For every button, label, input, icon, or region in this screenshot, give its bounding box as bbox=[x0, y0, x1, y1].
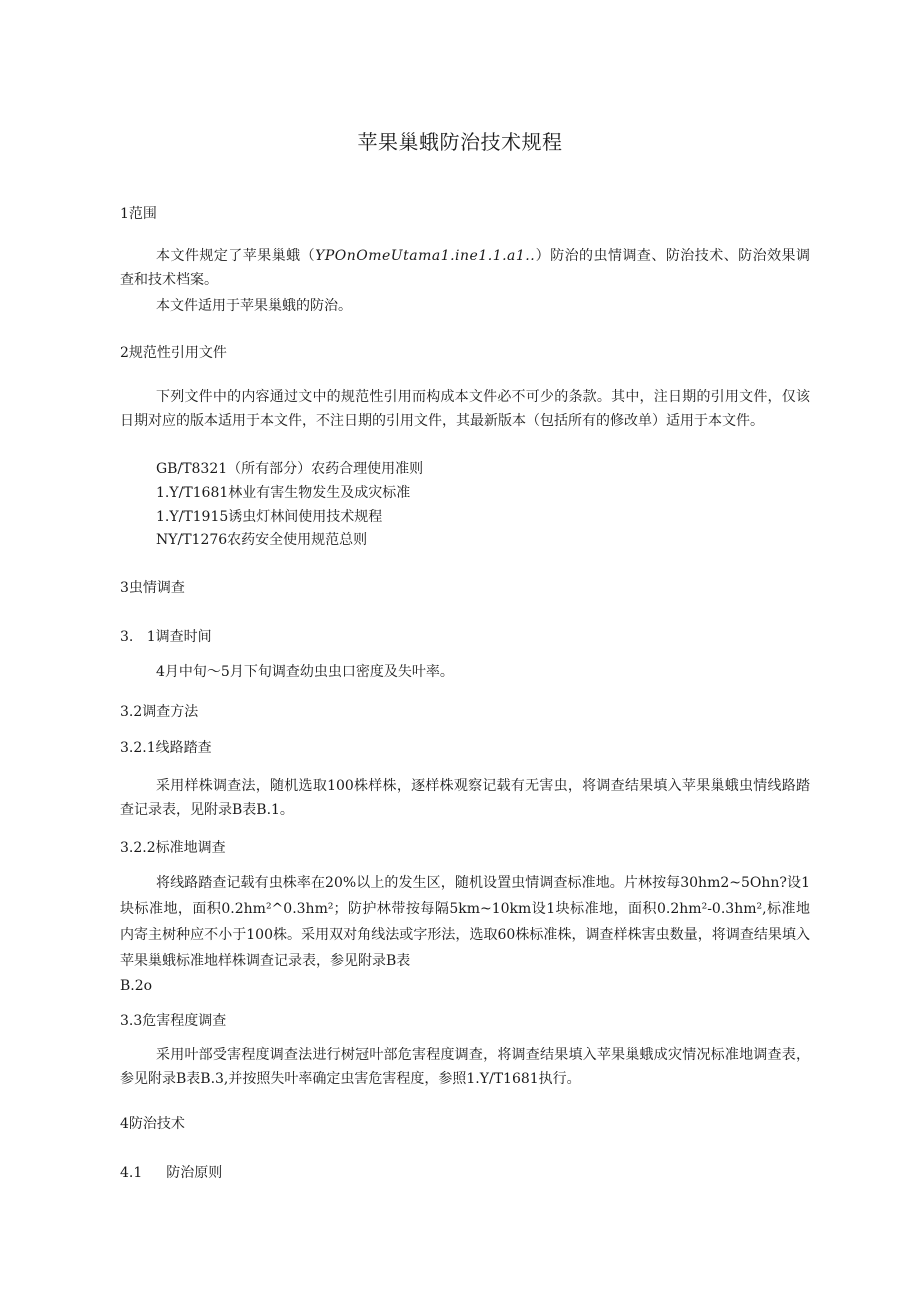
section-3-2-2-heading: 3.2.2标准地调查 bbox=[120, 840, 226, 856]
section-1-paragraph-1 bbox=[120, 244, 810, 292]
reference-item: NY/T1276农药安全使用规范总则 bbox=[156, 532, 368, 548]
section-3-1-paragraph: 4月中旬～5月下旬调查幼虫虫口密度及失叶率。 bbox=[156, 664, 454, 680]
section-1-heading: 1范围 bbox=[120, 206, 157, 222]
section-2-paragraph: 下列文件中的内容通过文中的规范性引用而构成本文件必不可少的条款。其中，注日期的引用文件，仅该日期对应的版本适用于本文件，不注日期的引用文件，其最新版本（包括所有的修改单）适用于本文件。 bbox=[120, 389, 810, 429]
section-3-heading: 3虫情调查 bbox=[120, 580, 185, 596]
section-3-2-1-heading: 3.2.1线路踏查 bbox=[120, 740, 212, 756]
reference-item: 1.Y/T1681林业有害生物发生及成灾标准 bbox=[156, 485, 411, 501]
section-3-3-heading: 3.3危害程度调查 bbox=[120, 1013, 227, 1029]
latin-species-name: YPOnOmeUtama1.ine1.1.a1.. bbox=[315, 248, 536, 264]
section-4-1-title: 防治原则 bbox=[166, 1165, 223, 1181]
scope-text-end: ）防治的虫情调查、防治技术、防治效果调查和技术档案。 bbox=[120, 248, 811, 288]
section-4-heading: 4防治技术 bbox=[120, 1116, 185, 1132]
reference-item: 1.Y/T1915诱虫灯林间使用技术规程 bbox=[156, 509, 383, 525]
reference-item: GB/T8321（所有部分）农药合理使用准则 bbox=[156, 461, 424, 477]
section-3-2-1-paragraph: 采用样株调查法，随机选取100株样株，逐样株观察记载有无害虫，将调查结果填入苹果巢蛾虫情线路踏查记录表，见附录B表B.1。 bbox=[120, 778, 810, 818]
document-title: 苹果巢蛾防治技术规程 bbox=[357, 130, 563, 154]
section-4-1-heading bbox=[120, 1163, 222, 1183]
section-3-1-heading: 3. 1调查时间 bbox=[120, 629, 212, 645]
section-2-heading: 2规范性引用文件 bbox=[120, 345, 227, 361]
section-4-1-number: 4.1 bbox=[120, 1165, 143, 1181]
section-3-3-paragraph: 采用叶部受害程度调查法进行树冠叶部危害程度调查，将调查结果填入苹果巢蛾成灾情况标准地调查表，参见附录B表B.3,并按照失叶率确定虫害危害程度，参照1.Y/T1681执行。 bbox=[120, 1047, 810, 1087]
scope-text-start: 本文件规定了苹果巢蛾（ bbox=[156, 248, 316, 264]
section-3-2-2-paragraph: 将线路踏查记载有虫株率在20%以上的发生区，随机设置虫情调查标准地。片林按每30hm2~5Ohn?设1块标准地，面积0.2hm²^0.3hm²；防护林带按每隔5km~10km设1块标准地，面积0.2hm²-0.3hm²,标准地内寄主树种应不小于100株。采用双对角线法或字形法，选取60株标准株，调查样株害虫数量，将调查结果填入苹果巢蛾标准地样株调查记录表，参见附录B表 bbox=[120, 875, 810, 969]
section-3-2-heading: 3.2调查方法 bbox=[120, 704, 199, 720]
section-3-2-2-paragraph-tail: B.2o bbox=[120, 978, 153, 994]
section-1-paragraph-2: 本文件适用于苹果巢蛾的防治。 bbox=[156, 298, 352, 314]
